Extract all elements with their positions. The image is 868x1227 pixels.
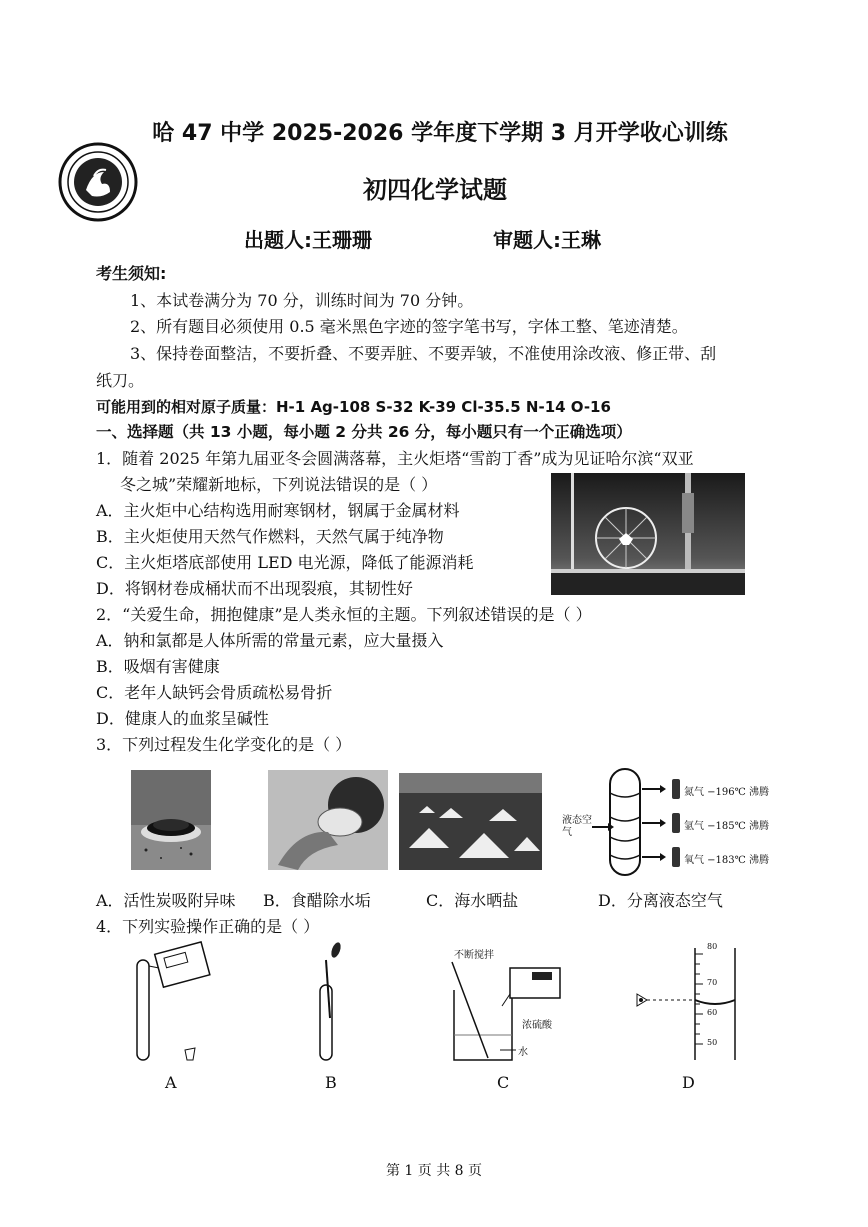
q1-option: B．主火炬使用天然气作燃料，天然气属于纯净物 [96,527,444,546]
q4-label-b: B [325,1073,337,1092]
q2-option: B．吸烟有害健康 [96,657,220,676]
page-title: 哈 47 中学 2025-2026 学年度下学期 3 月开学收心训练 [152,121,728,146]
q3-stem: 3．下列过程发生化学变化的是（ ） [96,735,352,754]
q1-stem: 1．随着 2025 年第九届亚冬会圆满落幕，主火炬塔“雪韵丁香”成为见证哈尔滨“双亚 [96,449,694,468]
instructions-heading: 考生须知: [96,264,167,283]
q1-option: C．主火炬塔底部使用 LED 电光源，降低了能源消耗 [96,553,474,572]
section-heading: 一、选择题（共 13 小题，每小题 2 分共 26 分，每小题只有一个正确选项） [96,423,632,441]
q3-option: B．食醋除水垢 [263,891,371,910]
q1-option: A．主火炬中心结构选用耐寒钢材，钢属于金属材料 [96,501,460,520]
sulfuric-acid-label: 浓硫酸 [522,1020,552,1031]
q4-figure-c [440,940,580,1065]
author-label: 出题人:王珊珊 [244,228,372,252]
scale-label: 60 [707,1008,718,1017]
q4-figure-a [125,940,225,1065]
nitrogen-label: 氮气 −196℃ 沸腾 [684,787,770,798]
q1-stem: 冬之城”荣耀新地标，下列说法错误的是（ ） [120,475,438,494]
q3-option: A．活性炭吸附异味 [96,891,236,910]
q3-option: D．分离液态空气 [598,891,723,910]
stir-label: 不断搅拌 [454,950,494,961]
liquid-air-label: 液态空气 [562,815,592,838]
liquid-air-separation-diagram [560,765,785,880]
q4-stem: 4．下列实验操作正确的是（ ） [96,917,320,936]
q4-label-a: A [165,1073,177,1092]
scale-label: 70 [707,978,718,987]
instruction-item: 纸刀。 [96,371,145,390]
oxygen-label: 氧气 −183℃ 沸腾 [684,855,770,866]
q2-option: C．老年人缺钙会骨质疏松易骨折 [96,683,333,702]
q4-label-d: D [682,1073,695,1092]
instruction-item: 1、本试卷满分为 70 分，训练时间为 70 分钟。 [130,291,474,310]
q4-label-c: C [497,1073,510,1092]
q2-stem: 2．“关爱生命，拥抱健康”是人类永恒的主题。下列叙述错误的是（ ） [96,605,592,624]
vinegar-descaling-photo [268,770,388,870]
school-seal-logo [58,142,138,222]
sea-salt-photo [399,773,542,870]
instruction-item: 3、保持卷面整洁，不要折叠、不要弄脏、不要弄皱，不准使用涂改液、修正带、刮 [130,344,717,363]
torch-tower-photo [551,473,745,595]
argon-label: 氩气 −185℃ 沸腾 [684,821,770,832]
reviewer-label: 审题人:王琳 [493,228,601,252]
scale-label: 80 [707,942,718,951]
instruction-item: 2、所有题目必须使用 0.5 毫米黑色字迹的签字笔书写，字体工整、笔迹清楚。 [130,317,688,336]
q2-option: D．健康人的血浆呈碱性 [96,709,269,728]
atomic-masses: 可能用到的相对原子质量：H-1 Ag-108 S-32 K-39 Cl-35.5 N-14 O-16 [96,398,611,416]
q2-option: A．钠和氯都是人体所需的常量元素，应大量摄入 [96,631,444,650]
page-subtitle: 初四化学试题 [363,176,507,204]
scale-label: 50 [707,1038,718,1047]
page-number: 第 1 页 共 8 页 [385,1163,483,1179]
q4-figure-d [625,942,745,1067]
q4-figure-b [310,940,350,1065]
activated-carbon-photo [131,770,211,870]
q3-option: C．海水晒盐 [426,891,519,910]
water-label: 水 [518,1047,528,1058]
q1-option: D．将钢材卷成桶状而不出现裂痕，其韧性好 [96,579,413,598]
